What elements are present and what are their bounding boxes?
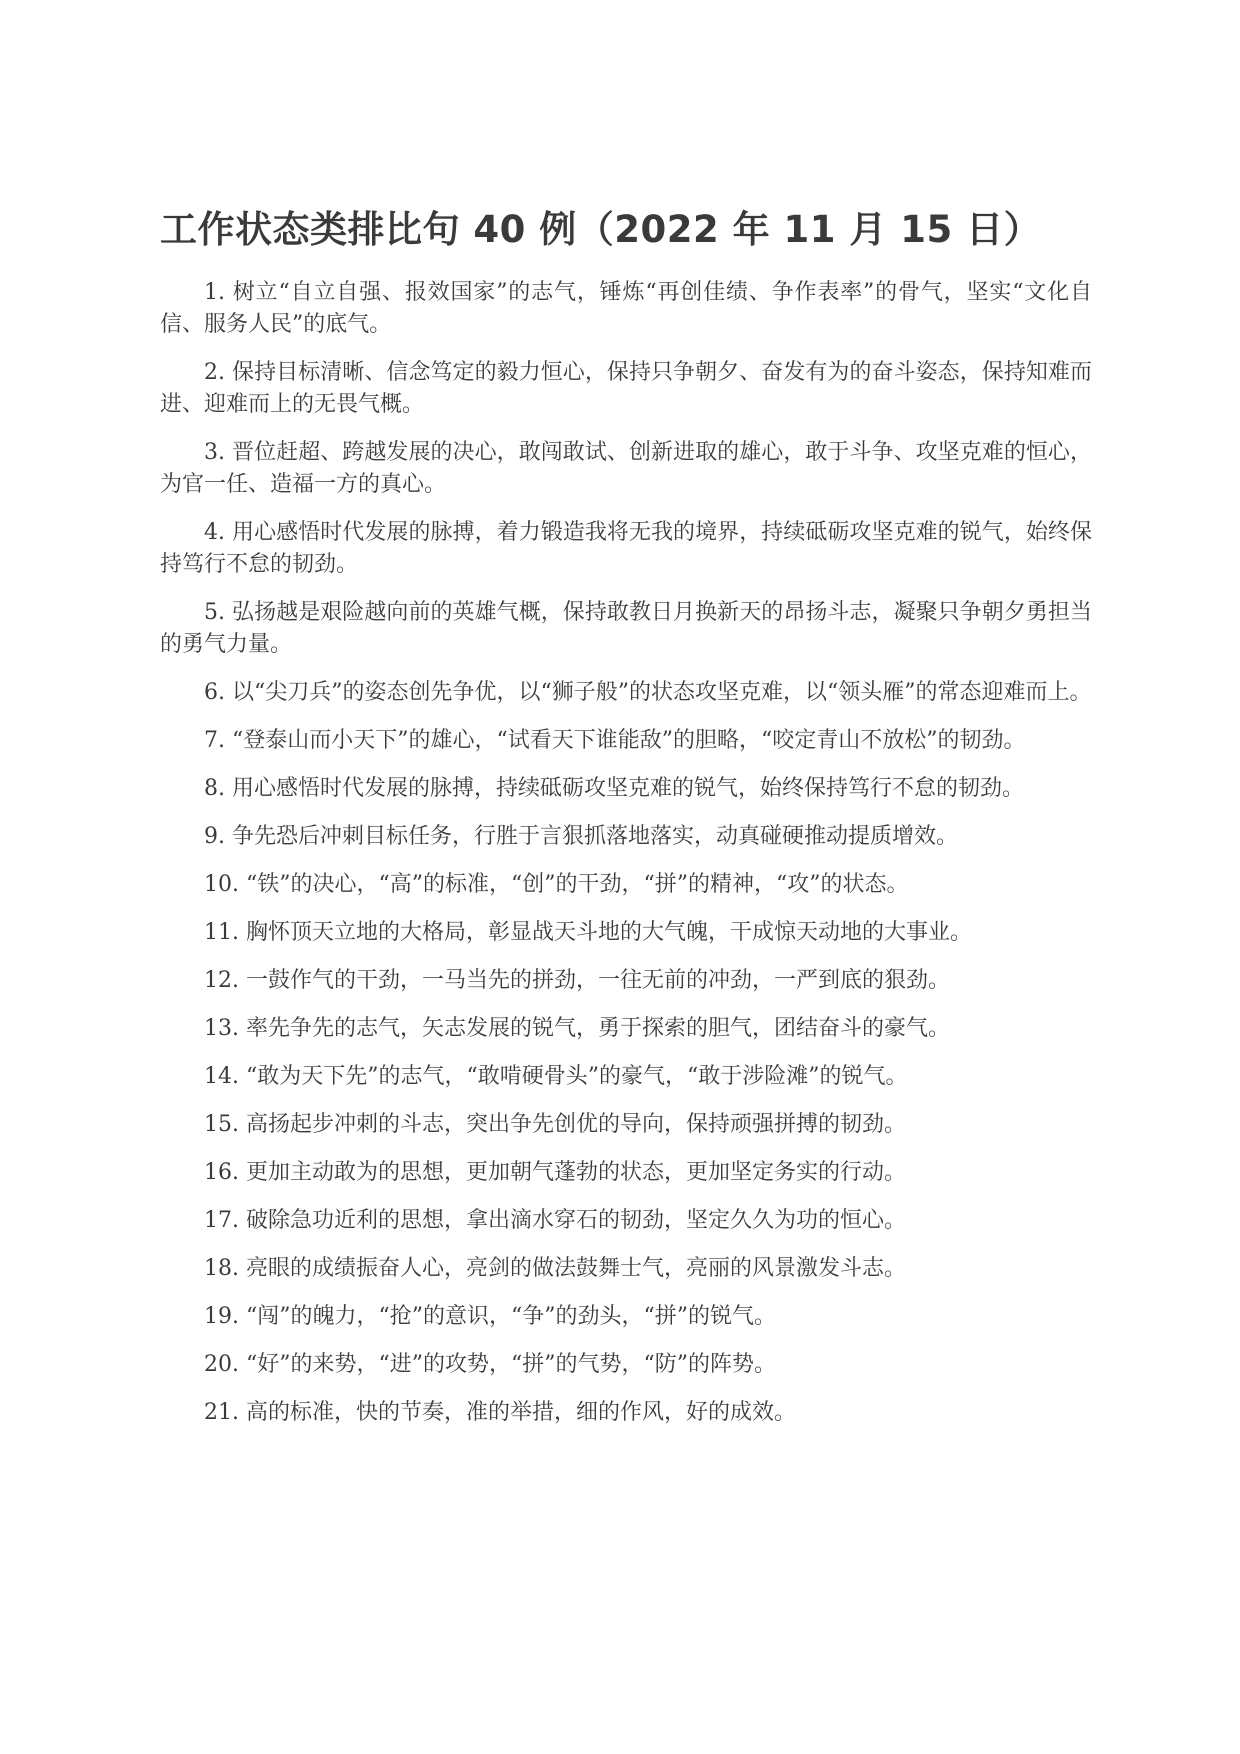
list-item: 4. 用心感悟时代发展的脉搏，着力锻造我将无我的境界，持续砥砺攻坚克难的锐气，始终保持笃行不怠的韧劲。 (160, 520, 1092, 577)
list-item: 3. 晋位赶超、跨越发展的决心，敢闯敢试、创新进取的雄心，敢于斗争、攻坚克难的恒心，为官一任、造福一方的真心。 (160, 440, 1092, 497)
list-item: 6. 以“尖刀兵”的姿态创先争优，以“狮子般”的状态攻坚克难，以“领头雁”的常态迎难而上。 (204, 680, 1092, 705)
list-item: 18. 亮眼的成绩振奋人心，亮剑的做法鼓舞士气，亮丽的风景激发斗志。 (204, 1256, 906, 1281)
list-item: 15. 高扬起步冲刺的斗志，突出争先创优的导向，保持顽强拼搏的韧劲。 (204, 1112, 906, 1137)
list-item: 2. 保持目标清晰、信念笃定的毅力恒心，保持只争朝夕、奋发有为的奋斗姿态，保持知难而进、迎难而上的无畏气概。 (160, 360, 1092, 417)
list-item: 12. 一鼓作气的干劲，一马当先的拼劲，一往无前的冲劲，一严到底的狠劲。 (204, 968, 950, 993)
list-item: 1. 树立“自立自强、报效国家”的志气，锤炼“再创佳绩、争作表率”的骨气，坚实“文化自信、服务人民”的底气。 (160, 280, 1092, 337)
list-item: 11. 胸怀顶天立地的大格局，彰显战天斗地的大气魄，干成惊天动地的大事业。 (204, 920, 972, 945)
document-body (160, 205, 1092, 1445)
list-item: 8. 用心感悟时代发展的脉搏，持续砥砺攻坚克难的锐气，始终保持笃行不怠的韧劲。 (204, 776, 1024, 801)
list-item: 7. “登泰山而小天下”的雄心，“试看天下谁能敌”的胆略，“咬定青山不放松”的韧劲。 (204, 728, 1026, 753)
list-item: 5. 弘扬越是艰险越向前的英雄气概，保持敢教日月换新天的昂扬斗志，凝聚只争朝夕勇担当的勇气力量。 (160, 600, 1092, 657)
sentence-list (160, 277, 1092, 1429)
document-title: 工作状态类排比句 40 例（2022 年 11 月 15 日） (160, 208, 1042, 251)
list-item: 13. 率先争先的志气，矢志发展的锐气，勇于探索的胆气，团结奋斗的豪气。 (204, 1016, 950, 1041)
list-item: 21. 高的标准，快的节奏，准的举措，细的作风，好的成效。 (204, 1400, 796, 1425)
list-item: 14. “敢为天下先”的志气，“敢啃硬骨头”的豪气，“敢于涉险滩”的锐气。 (204, 1064, 908, 1089)
list-item: 9. 争先恐后冲刺目标任务，行胜于言狠抓落地落实，动真碰硬推动提质增效。 (204, 824, 958, 849)
list-item: 19. “闯”的魄力，“抢”的意识，“争”的劲头，“拼”的锐气。 (204, 1304, 776, 1329)
list-item: 10. “铁”的决心，“高”的标准，“创”的干劲，“拼”的精神，“攻”的状态。 (204, 872, 909, 897)
list-item: 16. 更加主动敢为的思想，更加朝气蓬勃的状态，更加坚定务实的行动。 (204, 1160, 906, 1185)
list-item: 20. “好”的来势，“进”的攻势，“拼”的气势，“防”的阵势。 (204, 1352, 776, 1377)
list-item: 17. 破除急功近利的思想，拿出滴水穿石的韧劲，坚定久久为功的恒心。 (204, 1208, 906, 1233)
